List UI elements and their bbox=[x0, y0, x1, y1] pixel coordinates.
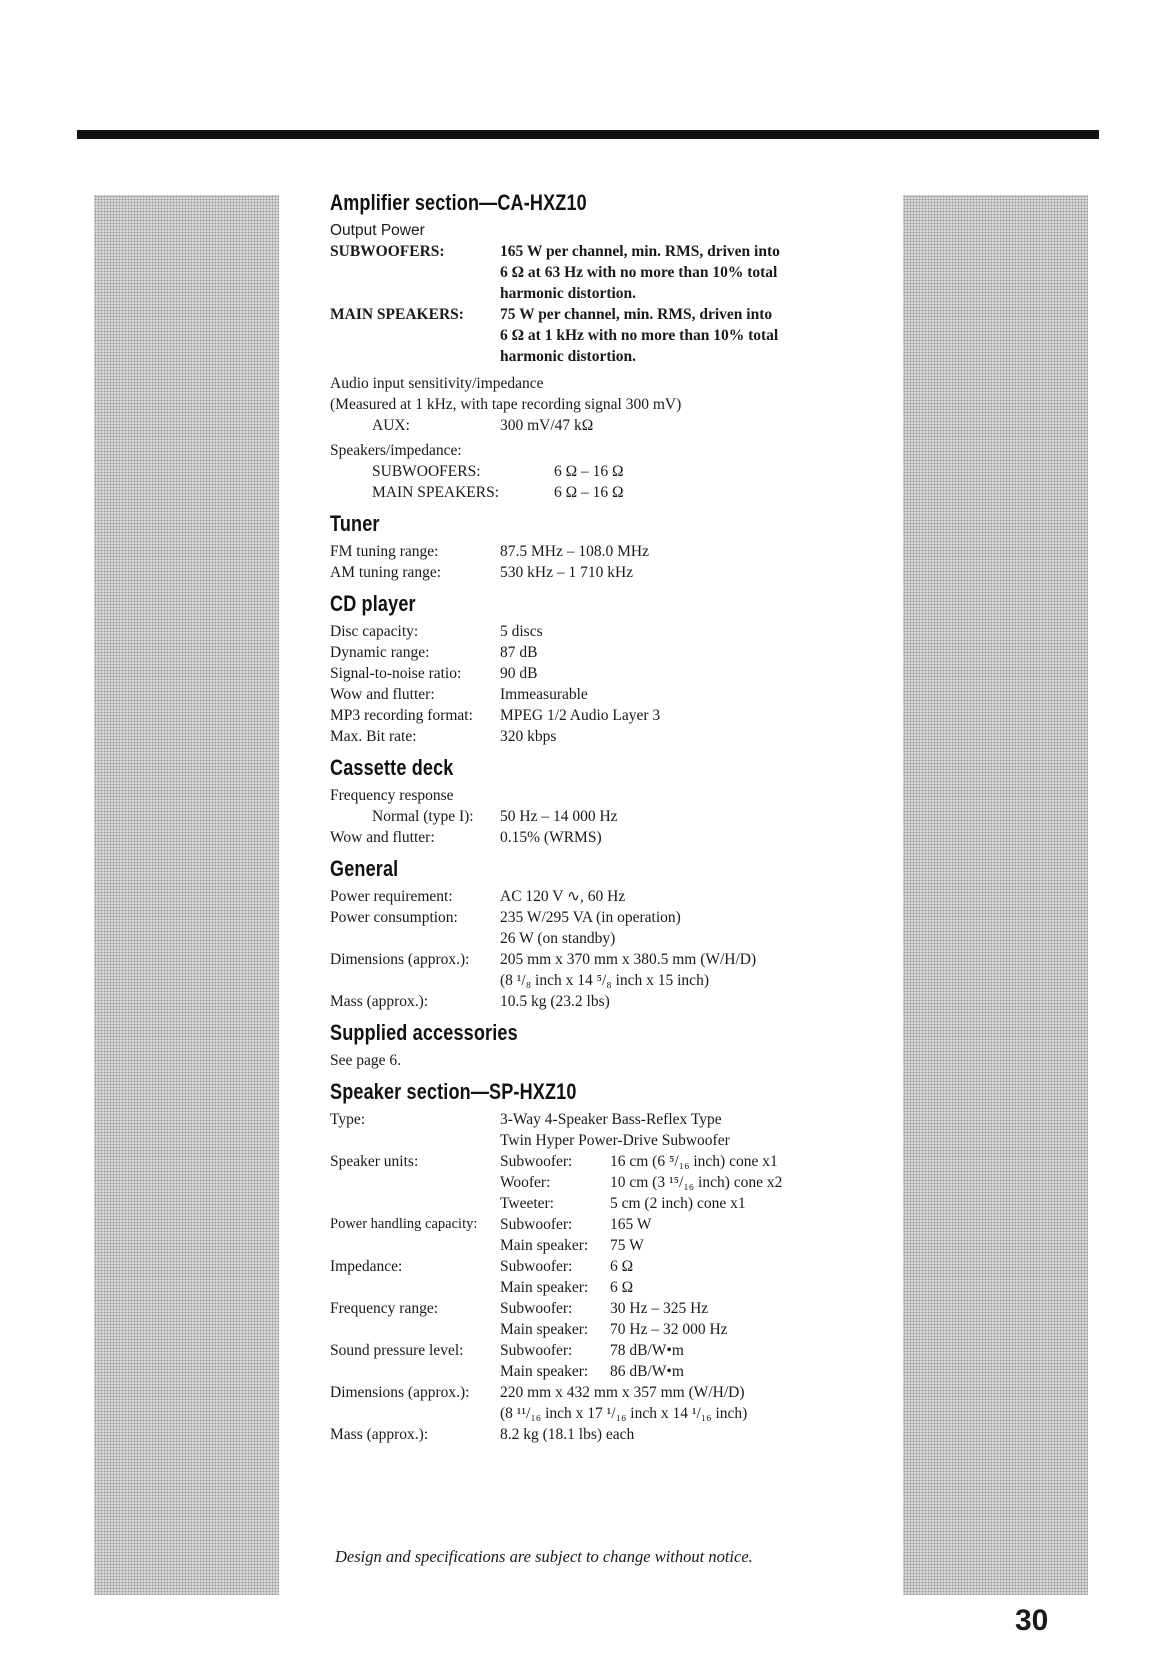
amplifier-title: Amplifier section—CA-HXZ10 bbox=[330, 190, 587, 215]
spec-value-2: 16 cm (6 ⁵/₁₆ inch) cone x1 bbox=[610, 1153, 778, 1170]
spec-row bbox=[330, 1277, 870, 1298]
spec-label: AM tuning range: bbox=[330, 564, 442, 581]
top-rule bbox=[77, 130, 1099, 139]
spec-value: 220 mm x 432 mm x 357 mm (W/H/D) bbox=[500, 1384, 745, 1401]
amp-subwoofers-line-3: harmonic distortion. bbox=[500, 285, 637, 302]
spec-row bbox=[330, 1403, 870, 1424]
spec-row bbox=[330, 1256, 870, 1277]
spec-row bbox=[330, 970, 870, 991]
spec-row bbox=[330, 907, 870, 928]
spec-content bbox=[330, 190, 870, 1445]
speakers-impedance-text: Speakers/impedance: bbox=[330, 442, 462, 459]
spec-value: (8 ¹¹/₁₆ inch x 17 ¹/₁₆ inch x 14 ¹/₁₆ inch) bbox=[500, 1405, 748, 1422]
spec-value: 235 W/295 VA (in operation) bbox=[500, 909, 681, 926]
spec-row bbox=[330, 1361, 870, 1382]
spec-row bbox=[330, 928, 870, 949]
accessories-text: See page 6. bbox=[330, 1052, 402, 1069]
spec-value: Immeasurable bbox=[500, 686, 588, 703]
speaker-title: Speaker section—SP-HXZ10 bbox=[330, 1079, 577, 1104]
spec-value-2: 165 W bbox=[610, 1216, 652, 1233]
spec-row bbox=[330, 991, 870, 1012]
spec-row bbox=[330, 1382, 870, 1403]
spec-row bbox=[330, 1109, 870, 1130]
spec-row bbox=[330, 705, 870, 726]
spec-label: Disc capacity: bbox=[330, 623, 419, 640]
spec-value-2: 10 cm (3 ¹⁵/₁₆ inch) cone x2 bbox=[610, 1174, 783, 1191]
accessories-title: Supplied accessories bbox=[330, 1020, 518, 1045]
general-title: General bbox=[330, 856, 399, 881]
amp-main-line-3: harmonic distortion. bbox=[500, 348, 637, 365]
spec-value: 530 kHz – 1 710 kHz bbox=[500, 564, 634, 581]
spec-value: Subwoofer: bbox=[500, 1216, 573, 1233]
amp-main-block bbox=[330, 304, 870, 367]
spec-row bbox=[330, 827, 870, 848]
spec-label: MP3 recording format: bbox=[330, 707, 473, 724]
spec-value: 87 dB bbox=[500, 644, 538, 661]
spec-row bbox=[330, 1235, 870, 1256]
spec-value: 3-Way 4-Speaker Bass-Reflex Type bbox=[500, 1111, 722, 1128]
measured-note bbox=[330, 394, 870, 415]
spec-value-2: 5 cm (2 inch) cone x1 bbox=[610, 1195, 746, 1212]
spec-label: Mass (approx.): bbox=[330, 993, 429, 1010]
spec-value: Woofer: bbox=[500, 1174, 551, 1191]
accessories-row bbox=[330, 1050, 870, 1071]
spec-label: Sound pressure level: bbox=[330, 1342, 464, 1359]
amp-subwoofers-line-1: 165 W per channel, min. RMS, driven into bbox=[500, 243, 780, 260]
spec-value: 5 discs bbox=[500, 623, 543, 640]
spec-row bbox=[330, 949, 870, 970]
amp-subwoofers-label: SUBWOOFERS: bbox=[330, 243, 445, 260]
spec-row bbox=[330, 1424, 870, 1445]
page-number: 30 bbox=[1015, 1604, 1049, 1637]
freq-response-label bbox=[330, 785, 870, 806]
spec-label: Power consumption: bbox=[330, 909, 458, 926]
spec-row bbox=[330, 1214, 870, 1235]
spec-value: 10.5 kg (23.2 lbs) bbox=[500, 993, 610, 1010]
spec-value: MPEG 1/2 Audio Layer 3 bbox=[500, 707, 661, 724]
spec-label: Wow and flutter: bbox=[330, 829, 435, 846]
spec-value: (8 ¹/₈ inch x 14 ⁵/₈ inch x 15 inch) bbox=[500, 972, 709, 989]
spec-row bbox=[330, 1130, 870, 1151]
spec-label: Mass (approx.): bbox=[330, 1426, 429, 1443]
spec-row bbox=[330, 621, 870, 642]
spec-value: Main speaker: bbox=[500, 1279, 589, 1296]
output-power-label: Output Power bbox=[330, 222, 425, 239]
spec-label: Wow and flutter: bbox=[330, 686, 435, 703]
left-screen-panel bbox=[94, 195, 279, 1595]
spec-value-2: 86 dB/W•m bbox=[610, 1363, 684, 1380]
spec-value: Subwoofer: bbox=[500, 1300, 573, 1317]
change-notice: Design and specifications are subject to change without notice. bbox=[335, 1547, 753, 1566]
spec-value: Tweeter: bbox=[500, 1195, 554, 1212]
spec-value-2: 75 W bbox=[610, 1237, 644, 1254]
spec-row bbox=[330, 1172, 870, 1193]
spec-value-2: 70 Hz – 32 000 Hz bbox=[610, 1321, 728, 1338]
imp-sub-row bbox=[330, 461, 870, 482]
spec-row bbox=[330, 562, 870, 583]
spec-value: AC 120 V ∿, 60 Hz bbox=[500, 888, 626, 905]
amp-subwoofers-block bbox=[330, 241, 870, 304]
spec-label: Normal (type I): bbox=[372, 808, 474, 825]
spec-value: 0.15% (WRMS) bbox=[500, 829, 602, 846]
spec-label: Frequency range: bbox=[330, 1300, 439, 1317]
spec-value: Twin Hyper Power-Drive Subwoofer bbox=[500, 1132, 730, 1149]
spec-row bbox=[330, 642, 870, 663]
spec-value: 50 Hz – 14 000 Hz bbox=[500, 808, 618, 825]
spec-value: 87.5 MHz – 108.0 MHz bbox=[500, 543, 649, 560]
spec-label: Dimensions (approx.): bbox=[330, 1384, 470, 1401]
spec-label: Impedance: bbox=[330, 1258, 403, 1275]
speakers-impedance-label bbox=[330, 440, 870, 461]
spec-row bbox=[330, 1193, 870, 1214]
spec-row bbox=[330, 684, 870, 705]
spec-value: Subwoofer: bbox=[500, 1153, 573, 1170]
amp-main-line-2: 6 Ω at 1 kHz with no more than 10% total bbox=[500, 327, 779, 344]
spec-value: Main speaker: bbox=[500, 1363, 589, 1380]
freq-response-text: Frequency response bbox=[330, 787, 454, 804]
imp-main-label: MAIN SPEAKERS: bbox=[372, 484, 500, 501]
spec-value-2: 30 Hz – 325 Hz bbox=[610, 1300, 709, 1317]
spec-label: FM tuning range: bbox=[330, 543, 439, 560]
spec-value: 8.2 kg (18.1 lbs) each bbox=[500, 1426, 635, 1443]
spec-value-2: 6 Ω bbox=[610, 1279, 634, 1296]
spec-value: Main speaker: bbox=[500, 1321, 589, 1338]
spec-row bbox=[330, 726, 870, 747]
imp-sub-value: 6 Ω – 16 Ω bbox=[554, 463, 624, 480]
spec-row bbox=[330, 1319, 870, 1340]
amp-main-line-1: 75 W per channel, min. RMS, driven into bbox=[500, 306, 773, 323]
spec-value: 205 mm x 370 mm x 380.5 mm (W/H/D) bbox=[500, 951, 757, 968]
cd-title: CD player bbox=[330, 591, 416, 616]
imp-sub-label: SUBWOOFERS: bbox=[372, 463, 481, 480]
spec-label: Speaker units: bbox=[330, 1153, 419, 1170]
spec-row bbox=[330, 806, 870, 827]
spec-value: Subwoofer: bbox=[500, 1258, 573, 1275]
amp-subwoofers-line-2: 6 Ω at 63 Hz with no more than 10% total bbox=[500, 264, 778, 281]
measured-text: (Measured at 1 kHz, with tape recording signal 300 mV) bbox=[330, 396, 682, 413]
spec-value-2: 78 dB/W•m bbox=[610, 1342, 684, 1359]
right-screen-panel bbox=[903, 195, 1088, 1595]
aux-row bbox=[330, 415, 870, 436]
spec-label: Type: bbox=[330, 1111, 366, 1128]
spec-label: Dimensions (approx.): bbox=[330, 951, 470, 968]
amp-main-label: MAIN SPEAKERS: bbox=[330, 306, 464, 323]
spec-value-2: 6 Ω bbox=[610, 1258, 634, 1275]
imp-main-row bbox=[330, 482, 870, 503]
spec-row bbox=[330, 541, 870, 562]
spec-row bbox=[330, 1298, 870, 1319]
spec-row bbox=[330, 1340, 870, 1361]
aux-value: 300 mV/47 kΩ bbox=[500, 417, 594, 434]
audio-input-text: Audio input sensitivity/impedance bbox=[330, 375, 544, 392]
spec-value: 320 kbps bbox=[500, 728, 557, 745]
spec-label: Max. Bit rate: bbox=[330, 728, 417, 745]
spec-value: Subwoofer: bbox=[500, 1342, 573, 1359]
spec-label: Power handling capacity: bbox=[330, 1216, 478, 1232]
imp-main-value: 6 Ω – 16 Ω bbox=[554, 484, 624, 501]
spec-label: Dynamic range: bbox=[330, 644, 430, 661]
spec-value: 90 dB bbox=[500, 665, 538, 682]
spec-value: 26 W (on standby) bbox=[500, 930, 616, 947]
spec-label: Signal-to-noise ratio: bbox=[330, 665, 462, 682]
audio-input-label bbox=[330, 373, 870, 394]
spec-value: Main speaker: bbox=[500, 1237, 589, 1254]
aux-label: AUX: bbox=[372, 417, 410, 434]
cassette-title: Cassette deck bbox=[330, 755, 454, 780]
spec-row bbox=[330, 1151, 870, 1172]
spec-row bbox=[330, 886, 870, 907]
spec-label: Power requirement: bbox=[330, 888, 453, 905]
spec-row bbox=[330, 663, 870, 684]
tuner-title: Tuner bbox=[330, 511, 380, 536]
